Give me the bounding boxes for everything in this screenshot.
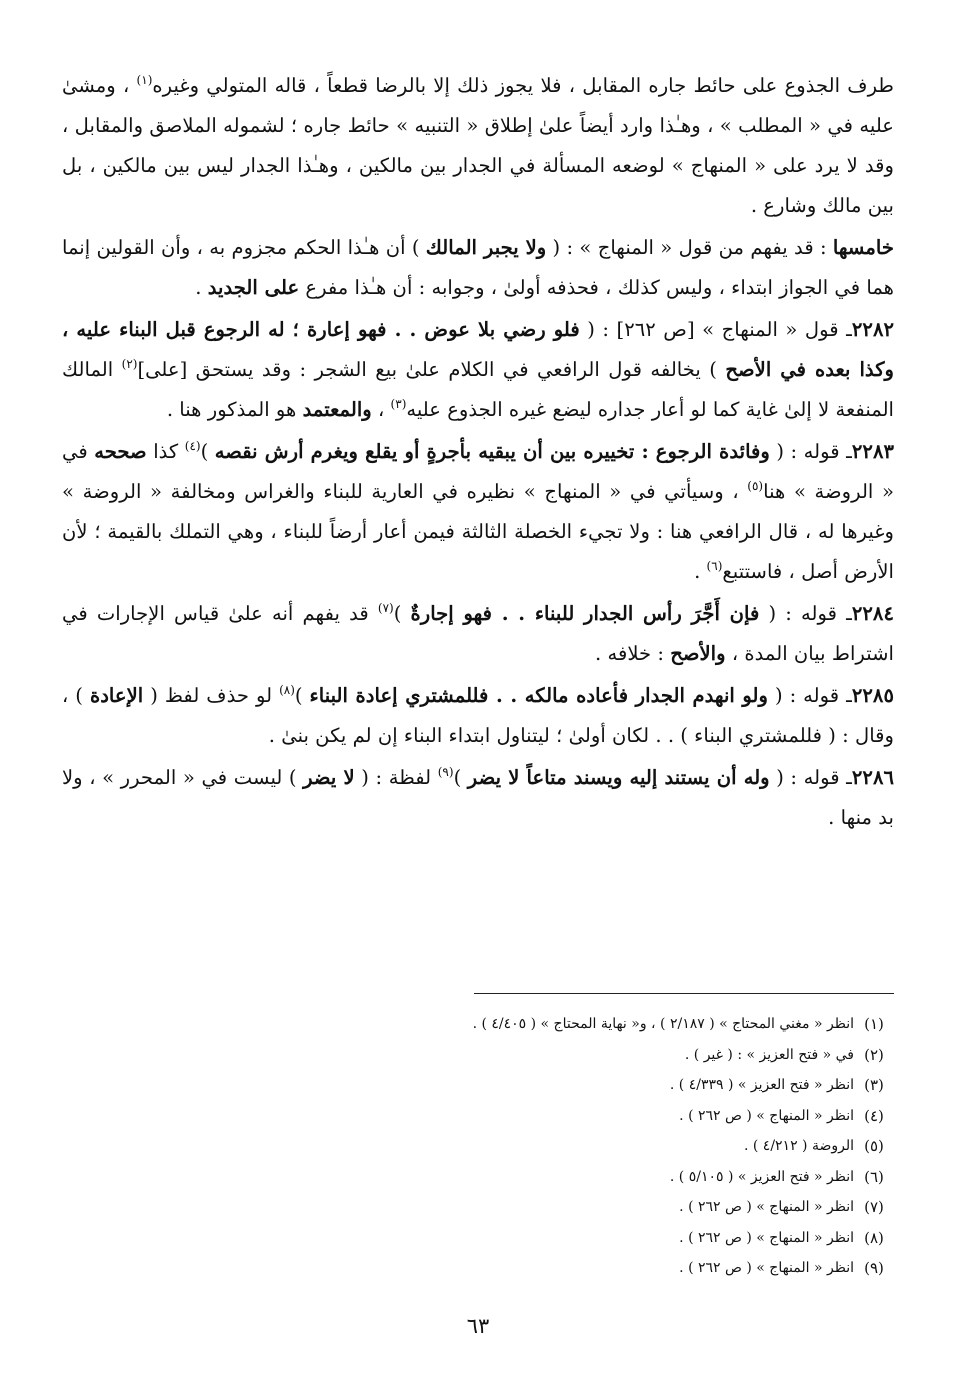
bold-run: والأصح [670, 642, 726, 665]
text-run: ) أن هـٰذا الحكم مجزوم به ، وأن القولين إنما هما في الجواز ابتداء ، وليس كذلك ، فحذفه أولىٰ ، وجوابه : أن هـٰذا مفرع [62, 236, 894, 299]
text-run: ، ومشىٰ عليه في « المطلب » ، وهـٰذا وارد أيضاً علىٰ إطلاق « التنبيه » حائط جاره ؛ لشموله الملاصق والمقابل ، وقد لا يرد على « المنهاج » لوضعه المسألة في الجدار بين مالكين ، وهـٰذا الجدار ليس بين مالكين ، بل بين مالك وشارع . [62, 74, 894, 217]
footnote-number: (١) [864, 1015, 884, 1033]
text-run: لو حذف لفظ ( [143, 684, 280, 707]
footnotes [62, 1009, 894, 1284]
text-run: ـ قوله : ( [769, 440, 852, 463]
paragraph-2282 [62, 310, 894, 430]
text-run: ) ليست في « المحرر » ، ولا بد منها . [62, 766, 894, 829]
footnote-item [62, 1223, 894, 1254]
footnote-item [62, 1253, 894, 1284]
bold-run: ولو انهدم الجدار فأعاده مالكه . . فللمشتري إعادة البناء [309, 684, 768, 707]
bold-run: ولا يجبر المالك [425, 236, 547, 259]
paragraph-2285 [62, 676, 894, 756]
text-run: ـ قوله : ( [769, 766, 852, 789]
footnote-ref: (٣) [390, 397, 407, 411]
page-number: ٦٣ [466, 1314, 490, 1338]
paragraph-2286 [62, 758, 894, 838]
footnote-item [62, 1131, 894, 1162]
footnote-ref: (٤) [184, 439, 201, 453]
footnote-ref: (٢) [121, 357, 138, 371]
bold-run: ٢٢٨٢ [851, 318, 894, 341]
paragraph-2284 [62, 594, 894, 674]
footnote-text: الروضة ( ٤/٢١٢ ) . [743, 1138, 854, 1154]
text-run: . [694, 560, 707, 583]
bold-run: وله أن يستند إليه ويسند متاعاً لا يضر [467, 766, 770, 789]
footnote-item [62, 1009, 894, 1040]
bold-run: ٢٢٨٦ [851, 766, 894, 789]
text-run: ـ قوله : ( [767, 684, 852, 707]
footnote-number: (٥) [864, 1137, 884, 1155]
footnote-number: (٨) [864, 1228, 884, 1247]
footnote-ref: (٥) [747, 479, 764, 493]
bold-run: على الجديد [207, 276, 300, 299]
paragraph-2283 [62, 432, 894, 592]
bold-run: لا يضر [303, 766, 355, 789]
paragraph-khamisuha [62, 228, 894, 308]
footnote-number: (٧) [864, 1198, 884, 1216]
bold-run: وفائدة الرجوع : تخييره بين أن يبقيه بأجرةٍ أو يقلع ويغرم أرش نقصه [214, 440, 770, 463]
footnote-text: انظر « المنهاج » ( ص ٢٦٢ ) . [679, 1229, 854, 1246]
footnote-item [62, 1040, 894, 1071]
bold-run: ٢٢٨٥ [851, 684, 894, 707]
text-run: . [195, 276, 208, 299]
text-run: في « الروضة » هنا [62, 440, 894, 503]
footnote-number: (٢) [864, 1045, 884, 1064]
text-run: ، [371, 398, 391, 421]
text-run: ) [453, 766, 468, 789]
text-run: لفظة : ( [354, 766, 438, 789]
footnote-text: انظر « فتح العزيز » ( ٥/١٠٥ ) . [669, 1168, 854, 1185]
text-run: : قد يفهم من قول « المنهاج » : ( [546, 236, 833, 259]
text-run: ) [393, 602, 411, 625]
text-run: : خلافه . [595, 642, 671, 665]
bold-run: الإعادة [89, 684, 144, 707]
text-run: طرف الجذوع على حائط جاره المقابل ، فلا يجوز ذلك إلا بالرضا قطعاً ، قاله المتولي وغيره [152, 74, 894, 97]
text-run: ، وسيأتي في « المنهاج » نظيره في العارية للبناء والغراس ومخالفة « الروضة » وغيرها له ، قال الرافعي هنا : ولا تجيء الخصلة الثالثة فيمن أعار أرضاً للبناء ، وهي التملك بالقيمة ؛ لأن الأرض أصل ، فاستتبع [62, 480, 894, 583]
footnote-ref: (٧) [377, 601, 394, 615]
paragraph-intro [62, 66, 894, 226]
text-run: ) [200, 440, 215, 463]
text-run: كذا [146, 440, 185, 463]
footnote-text: انظر « المنهاج » ( ص ٢٦٢ ) . [679, 1199, 854, 1215]
footnote-ref: (٩) [437, 765, 454, 779]
bold-run: خامسها [832, 236, 894, 259]
footnote-text: انظر « المنهاج » ( ص ٢٦٢ ) . [679, 1260, 854, 1276]
text-run: ـ قوله : ( [759, 602, 852, 625]
text-run: قد يفهم أنه علىٰ قياس الإجارات في اشتراط بيان المدة ، [62, 602, 894, 665]
bold-run: ٢٢٨٤ [851, 602, 894, 625]
footnote-ref: (٨) [279, 683, 295, 697]
text-run: ـ قول « المنهاج » [ص ٢٦٢] : ( [579, 318, 852, 341]
footnote-item [62, 1101, 894, 1132]
text-run: ) [294, 684, 310, 707]
text-run: المالك المنفعة لا إلىٰ غاية كما لو أعار جداره ليضع غيره الجذوع عليه [62, 358, 894, 421]
footnote-text: انظر « فتح العزيز » ( ٤/٣٣٩ ) . [669, 1077, 854, 1093]
bold-run: فإن أَجَّرَ رأس الجدار للبناء . . فهو إجارةٌ [410, 602, 760, 625]
footnote-text: في « فتح العزيز » : ( غير ) . [684, 1046, 854, 1063]
text-run: هو المذكور هنا . [166, 398, 303, 421]
bold-run: صححه [94, 440, 147, 463]
text-run: ) ، وقال : ( فللمشتري البناء ) . . لكان أولىٰ ؛ ليتناول ابتداء البناء إن لم يكن بنىٰ . [62, 684, 894, 747]
footnote-item [62, 1162, 894, 1193]
main-text [62, 66, 894, 840]
bold-run: والمعتمد [302, 398, 372, 421]
footnote-ref: (١) [136, 73, 153, 87]
footnote-item [62, 1070, 894, 1101]
bold-run: فلو رضي بلا عوض . . فهو إعارة ؛ له الرجوع قبل البناء عليه ، وكذا بعده في الأصح [62, 318, 894, 381]
footnote-item [62, 1192, 894, 1223]
footnote-number: (٩) [864, 1259, 884, 1277]
footnote-number: (٤) [864, 1106, 884, 1125]
footnote-number: (٣) [864, 1076, 884, 1094]
text-run: ) يخالفه قول الرافعي في الكلام علىٰ بيع الشجر : وقد يستحق [على] [137, 358, 726, 381]
bold-run: ٢٢٨٣ [851, 440, 894, 463]
footnote-number: (٦) [864, 1167, 884, 1186]
footnote-text: انظر « المنهاج » ( ص ٢٦٢ ) . [679, 1107, 854, 1124]
footnote-ref: (٦) [706, 559, 723, 573]
footnote-text: انظر « مغني المحتاج » ( ٢/١٨٧ ) ، و« نهاية المحتاج » ( ٤/٤٠٥ ) . [472, 1016, 854, 1032]
footnote-separator [474, 993, 894, 994]
